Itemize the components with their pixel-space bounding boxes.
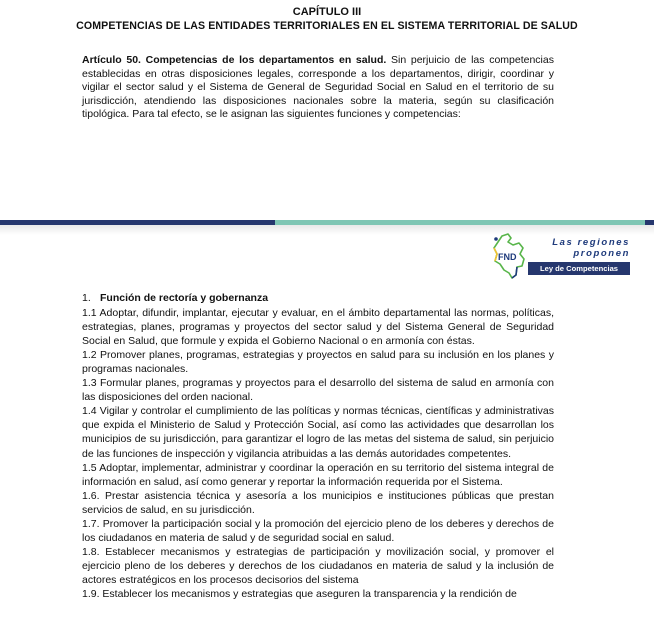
list-item: 1.6. Prestar asistencia técnica y asesoría a los municipios e instituciones públicas que prestan servicios de salud, en su jurisdicción. [82, 489, 554, 516]
chapter-title: CAPÍTULO III [292, 6, 362, 18]
fnd-logo [490, 233, 630, 279]
logo-slogan [538, 238, 630, 259]
list-item: 1.5 Adoptar, implementar, administrar y coordinar la operación en su territorio del sistema integral de información en salud, así como generar y reportar la información requerida por el Sistema. [82, 461, 554, 488]
list-item: 1.8. Establecer mecanismos y estrategias de participación y movilización social, y promover el ejercicio pleno de los deberes y derechos de los ciudadanos en materia de salud y la inclusión de actores estratégicos en los procesos decisorios del sistema [82, 546, 554, 587]
section-number: 1. [82, 292, 91, 304]
chapter-subtitle: COMPETENCIAS DE LAS ENTIDADES TERRITORIALES EN EL SISTEMA TERRITORIAL DE SALUD [76, 20, 578, 32]
section-title: Función de rectoría y gobernanza [100, 292, 269, 304]
law-badge: Ley de Competencias [528, 262, 630, 275]
logo-acronym: FND [498, 252, 517, 262]
list-item: 1.4 Vigilar y controlar el cumplimiento de las políticas y normas técnicas, científicas y administrativas que expida el Ministerio de Salud y Protección Social, así como las actividades que desarrollan los municipios de su jurisdicción, para garantizar el logro de las metas del sistema de salud, sin perjuicio de las funciones de inspección y vigilancia atribuidas a las demás autoridades competentes. [82, 405, 554, 460]
article-50 [82, 54, 554, 122]
list-item: 1.1 Adoptar, difundir, implantar, ejecutar y evaluar, en el ámbito departamental las normas, políticas, estrategias, planes, programas y proyectos del sector salud y del Sistema General de Seguridad Social en Salud, que formule y expida el Gobierno Nacional o en armonía con éstas. [82, 306, 554, 347]
slogan-line-2: proponen [573, 247, 630, 259]
slogan-line-1: Las regiones [552, 237, 630, 248]
list-item: 1.3 Formular planes, programas y proyectos para el desarrollo del sistema de salud en armonía con las disposiciones del orden nacional. [82, 377, 554, 404]
list-item-cut: 1.9. Establecer los mecanismos y estrategias que aseguren la transparencia y la rendición de [82, 588, 517, 601]
section-content [82, 291, 554, 601]
list-item: 1.2 Promover planes, programas, estrategias y proyectos en salud para su inclusión en los planes y programas nacionales. [82, 348, 554, 375]
section-heading [82, 291, 554, 305]
article-body: Sin perjuicio de las competencias establecidas en otras disposiciones legales, corresponde a los departamentos, dirigir, coordinar y vigilar el sector salud y el Sistema de General de Seguridad Social en Salud en el territorio de su jurisdicción, atendiendo las disposiciones nacionales sobre la materia, según su clasificación tipológica. Para tal efecto, se le asignan las siguientes funciones y competencias: [82, 54, 554, 121]
list-item: 1.7. Promover la participación social y la promoción del ejercicio pleno de los deberes y derechos de los ciudadanos en materia de salud y de seguridad social en salud. [82, 518, 554, 545]
article-heading: Artículo 50. Competencias de los departamentos en salud. [82, 54, 387, 66]
